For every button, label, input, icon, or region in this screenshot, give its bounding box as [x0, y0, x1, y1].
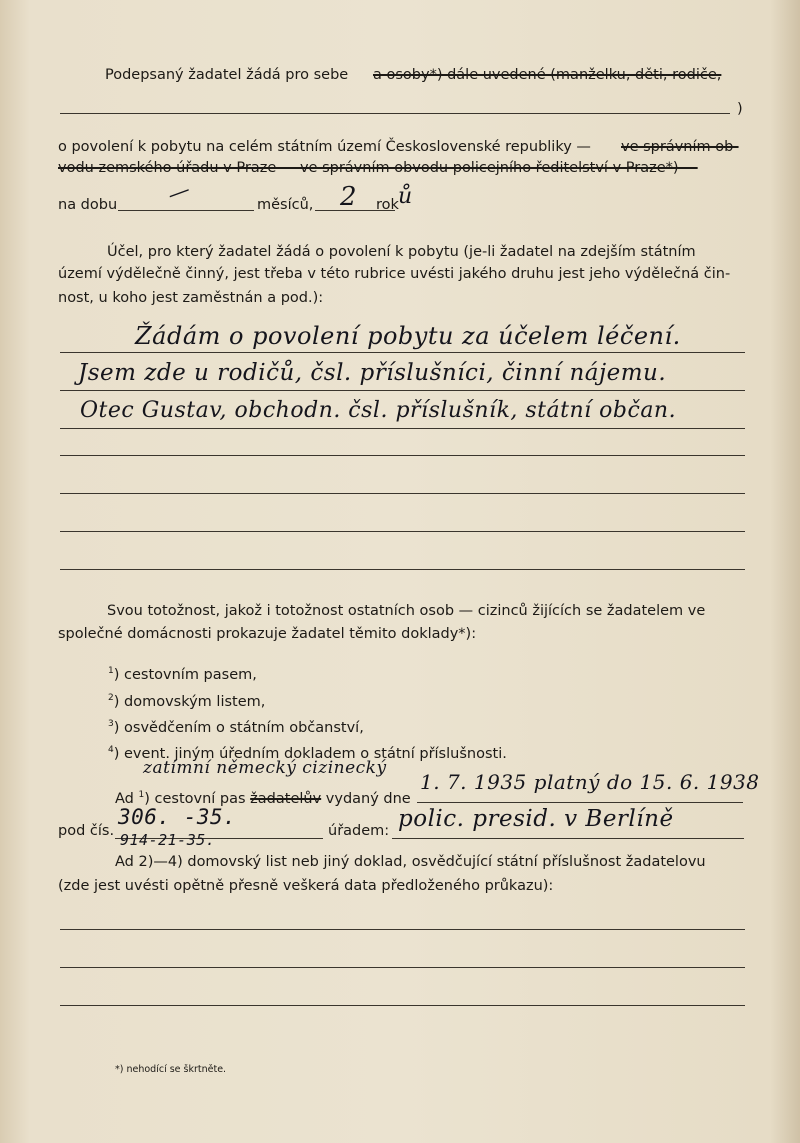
ad1-line: Ad $^1$) cestovní pas žadatelův vydaný dne — [115, 790, 411, 807]
identity-intro1: Svou totožnost, jakož i totožnost ostatních osob — cizinců žijících se žadatelem ve — [107, 603, 706, 619]
answer-line — [60, 428, 745, 429]
purpose-q2: území výdělečně činný, jest třeba v této rubrice uvésti jakého druhu jest jeho výdělečná čin- — [58, 266, 731, 282]
answer-line — [60, 390, 745, 391]
identity-intro2: společné domácnosti prokazuje žadatel těmito doklady*): — [58, 626, 477, 642]
purpose-q1: Účel, pro který žadatel žádá o povolení k pobytu (je-li žadatel na zdejším státním — [107, 244, 696, 260]
doc-item-2: $^2$) domovským listem, — [108, 693, 266, 710]
blank-line — [60, 113, 730, 114]
duration-label: na dobu — [58, 197, 118, 213]
answer-line — [60, 352, 745, 353]
no-label: pod čís. — [58, 823, 115, 839]
no-value-2: 914-21-35. — [120, 831, 216, 849]
answer-line — [60, 493, 745, 494]
answer-line-3: Otec Gustav, obchodn. čsl. příslušník, státní občan. — [80, 398, 677, 423]
purpose-q3: nost, u koho jest zaměstnán a pod.): — [58, 290, 324, 306]
office-label: úřadem: — [328, 823, 390, 839]
months-label: měsíců, — [257, 197, 314, 213]
close-paren: ) — [737, 101, 743, 117]
office-line — [392, 838, 744, 839]
answer-line-2: Jsem zde u rodičů, čsl. příslušníci, činní nájemu. — [78, 360, 667, 386]
doc-item-4: $^4$) event. jiným úředním dokladem o státní příslušnosti. — [108, 745, 507, 762]
months-line — [118, 210, 254, 211]
permit-line2-struck: vodu zemského úřadu v Praze — ve správním obvodu policejního ředitelství v Praze*) — — [58, 160, 698, 176]
doc-item-1: $^1$) cestovním pasem, — [108, 666, 257, 683]
answer-line — [60, 569, 745, 570]
answer-line — [60, 455, 745, 456]
applicant-struck: a osoby*) dále uvedené (manželku, děti, rodiče, — [373, 67, 722, 83]
blank-line — [60, 967, 745, 968]
issued-date: 1. 7. 1935 platný do 15. 6. 1938 — [420, 770, 760, 794]
applicant-prefix: Podepsaný žadatel žádá pro sebe — [105, 67, 349, 83]
blank-line — [60, 1005, 745, 1006]
blank-line — [60, 929, 745, 930]
no-value: 306. -35. — [118, 805, 237, 829]
doc-item-3: $^3$) osvědčením o státním občanství, — [108, 719, 364, 736]
office-value: polic. presid. v Berlíně — [398, 806, 674, 832]
issued-line — [417, 802, 743, 803]
ad24-line: Ad 2)—4) domovský list neb jiný doklad, osvědčující státní příslušnost žadatelovu — [115, 854, 706, 870]
answer-line-1: Žádám o povolení pobytu za účelem léčení. — [135, 322, 681, 350]
footnote: *) nehodící se škrtněte. — [115, 1064, 227, 1075]
permit-line1-struck: ve správním ob- — [621, 139, 739, 155]
years-value: 2 — [340, 182, 358, 212]
years-label: rok — [376, 197, 399, 213]
permit-line1: o povolení k pobytu na celém státním území Československé republiky — — [58, 139, 591, 155]
months-value: — — [164, 176, 195, 209]
ad24-line2: (zde jest uvésti opětně přesně veškerá data předloženého průkazu): — [58, 878, 554, 894]
answer-line — [60, 531, 745, 532]
years-suffix: ů — [398, 184, 413, 209]
passport-note: zatímní německý cizinecký — [143, 758, 387, 778]
